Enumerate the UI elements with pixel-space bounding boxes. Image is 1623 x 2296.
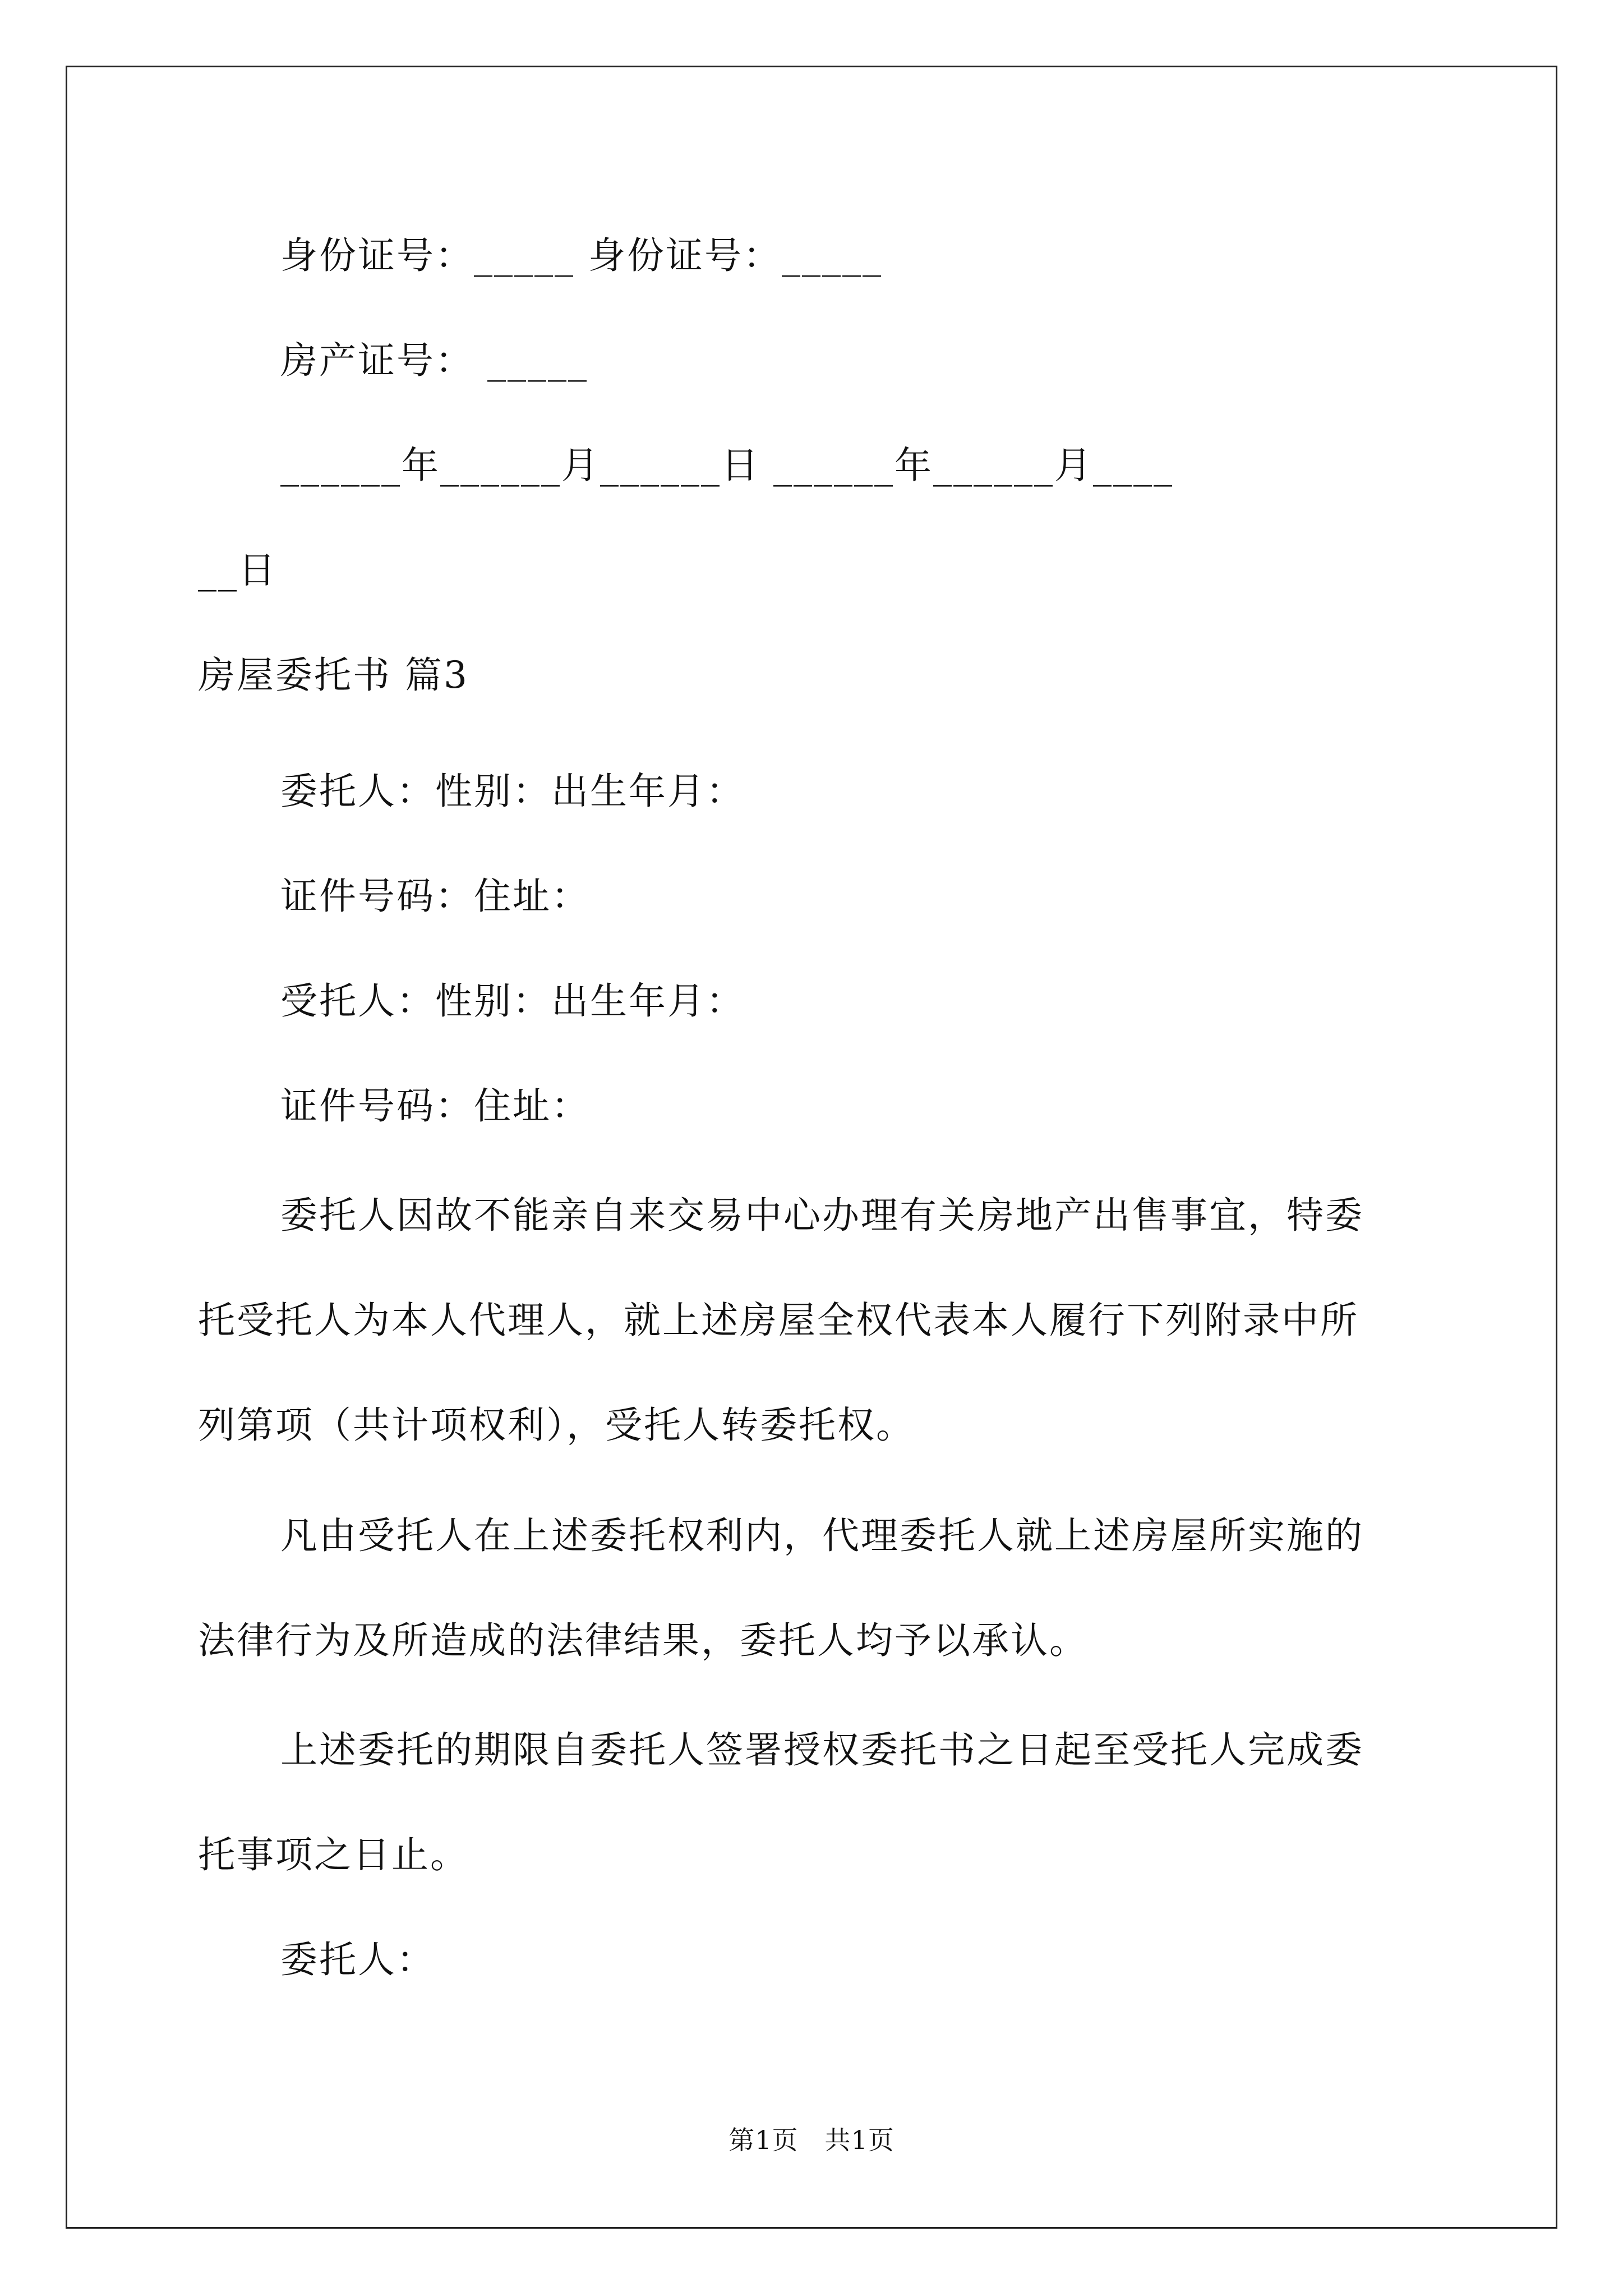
paragraph-line: 委托人因故不能亲自来交易中心办理有关房地产出售事宜，特委 [280, 1194, 1364, 1237]
paragraph-line: 托事项之日止。 [198, 1833, 469, 1876]
paragraph-line: 法律行为及所造成的法律结果，委托人均予以承认。 [198, 1619, 1088, 1662]
page-border [66, 66, 1557, 2229]
principal-info-line: 委托人：性别：出生年月： [280, 770, 745, 813]
paragraph-line: 托受托人为本人代理人，就上述房屋全权代表本人履行下列附录中所 [198, 1299, 1359, 1342]
property-cert-line: 房产证号： _____ [280, 339, 588, 382]
section-heading: 房屋委托书 篇3 [198, 654, 469, 697]
page-number: 第1页 共1页 [728, 2125, 895, 2155]
paragraph-line: 列第项（共计项权利），受托人转委托权。 [198, 1404, 915, 1447]
paragraph-line: 凡由受托人在上述委托权利内，代理委托人就上述房屋所实施的 [280, 1514, 1364, 1557]
agent-id-line: 证件号码：住址： [280, 1084, 590, 1128]
principal-signature-label: 委托人： [280, 1938, 435, 1981]
date-line-continued: __日 [198, 549, 277, 592]
paragraph-line: 上述委托的期限自委托人签署授权委托书之日起至受托人完成委 [280, 1728, 1364, 1772]
date-line: ______年______月______日 ______年______月____ [280, 444, 1174, 487]
principal-id-line: 证件号码：住址： [280, 875, 590, 918]
id-number-line: 身份证号：_____ 身份证号：_____ [280, 234, 883, 277]
agent-info-line: 受托人：性别：出生年月： [280, 979, 745, 1023]
